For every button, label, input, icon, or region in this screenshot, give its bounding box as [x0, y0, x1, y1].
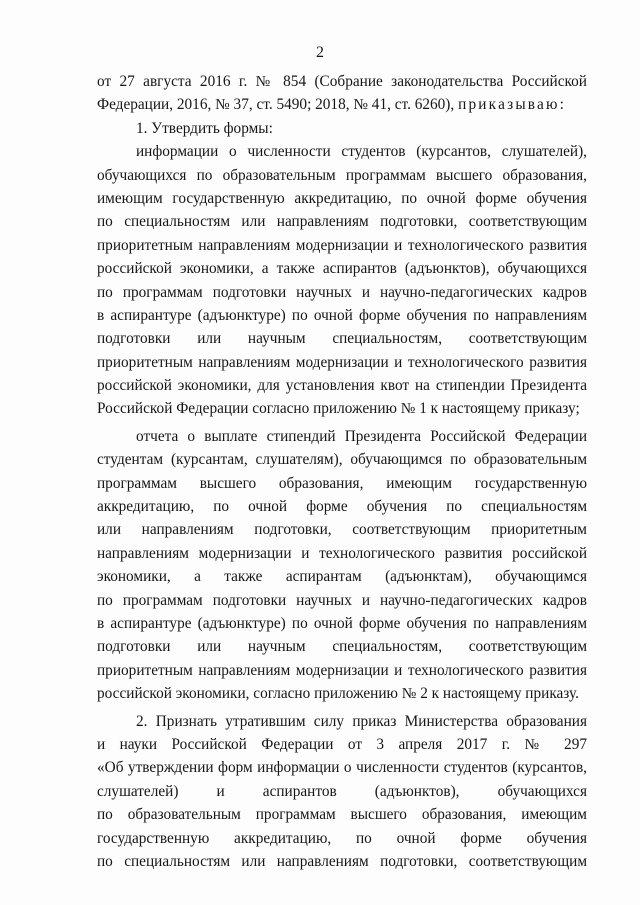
text-line: по специальностям или направлениям подготовки, соответствующим — [97, 852, 587, 870]
paragraph-first-line: отчета о выплате стипендий Президента Российской Федерации — [136, 427, 587, 445]
text-line: российской экономики, для установления квот на стипендии Президента — [97, 377, 587, 395]
text-line: по программам подготовки научных и научно-педагогических кадров — [97, 591, 587, 609]
text-line: по специальностям или направлениям подготовки, соответствующим — [97, 213, 587, 231]
text-line: программам высшего образования, имеющим государственную — [97, 474, 587, 492]
list-item-heading: 1. Утвердить формы: — [136, 119, 273, 137]
text-line: слушателей) и аспирантов (адъюнктов), обучающихся — [97, 782, 587, 800]
text-line: в аспирантуре (адъюнктуре) по очной форме обучения по направлениям — [97, 306, 587, 324]
text-fragment: Федерации, 2016, № 37, ст. 5490; 2018, № 41, ст. 6260), — [97, 96, 455, 114]
text-line: экономики, а также аспирантам (адъюнктам), обучающимся — [97, 568, 587, 586]
text-line: студентам (курсантам, слушателям), обучающимся по образовательным — [97, 451, 587, 469]
paragraph-first-line: информации о численности студентов (курсантов, слушателей), — [136, 143, 587, 161]
order-word: приказываю: — [458, 96, 567, 114]
text-line: «Об утверждении форм информации о численности студентов (курсантов, — [97, 759, 587, 777]
text-line: и науки Российской Федерации от 3 апреля 2017 г. № 297 — [97, 735, 587, 753]
paragraph-last-line: российской экономики, согласно приложению № 2 к настоящему приказу. — [97, 685, 579, 703]
text-line: подготовки или научным специальностям, соответствующим — [97, 638, 587, 656]
text-line: по программам подготовки научных и научно-педагогических кадров — [97, 283, 587, 301]
text-line: обучающихся по образовательным программам высшего образования, — [97, 166, 587, 184]
page-number: 2 — [316, 44, 324, 61]
text-line: от 27 августа 2016 г. № 854 (Собрание законодательства Российской — [97, 73, 587, 90]
text-line: аккредитацию, по очной форме обучения по специальностям — [97, 498, 587, 516]
paragraph-last-line: Российской Федерации согласно приложению № 1 к настоящему приказу; — [97, 400, 580, 418]
text-line: приоритетным направлениям модернизации и технологического развития — [97, 661, 587, 679]
text-line: имеющим государственную аккредитацию, по очной форме обучения — [97, 189, 587, 207]
text-line: по образовательным программам высшего образования, имеющим — [97, 806, 587, 824]
text-line: или направлениям подготовки, соответствующим приоритетным — [97, 521, 587, 539]
document-body — [97, 70, 587, 873]
text-line — [97, 93, 587, 116]
text-line: направлениям модернизации и технологического развития российской — [97, 544, 587, 562]
text-line: в аспирантуре (адъюнктуре) по очной форме обучения по направлениям — [97, 614, 587, 632]
list-item-2-first-line: 2. Признать утратившим силу приказ Министерства образования — [136, 712, 587, 730]
text-line: государственную аккредитацию, по очной форме обучения — [97, 829, 587, 847]
text-line: приоритетным направлениям модернизации и технологического развития — [97, 236, 587, 254]
text-line: подготовки или научным специальностям, соответствующим — [97, 330, 587, 348]
text-line: приоритетным направлениям модернизации и технологического развития — [97, 353, 587, 371]
text-line: российской экономики, а также аспирантов (адъюнктов), обучающихся — [97, 260, 587, 278]
